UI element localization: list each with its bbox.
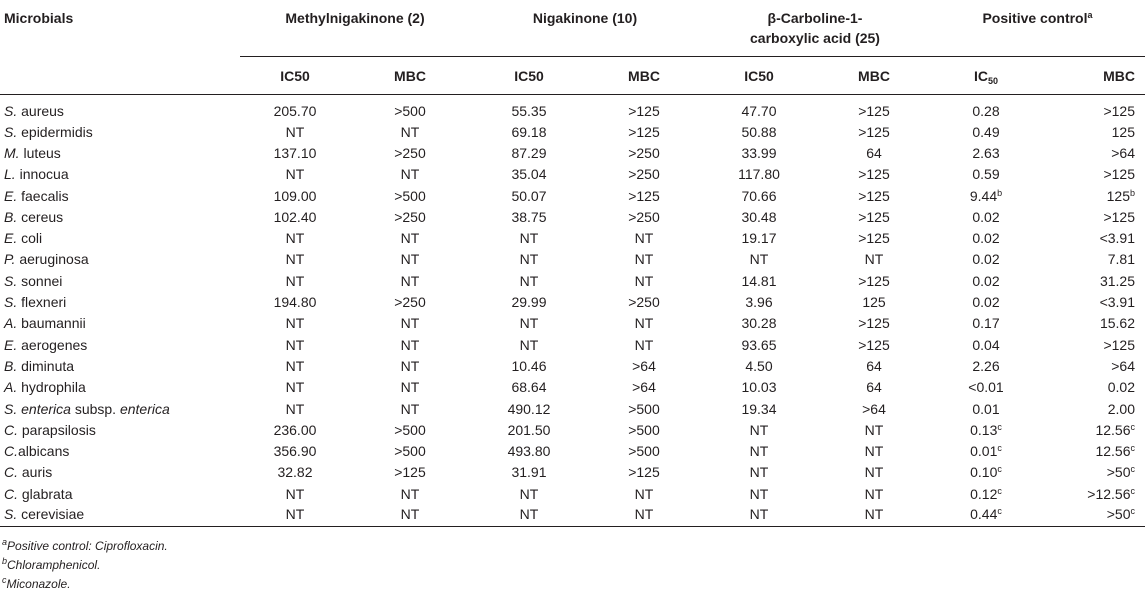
- ic50-cell: NT: [285, 400, 305, 417]
- mbc-cell: >64: [632, 379, 656, 396]
- footnote-marker: c: [1130, 485, 1135, 496]
- ic50-cell: NT: [519, 336, 539, 353]
- mbc-cell: >125: [1103, 103, 1135, 119]
- mbc-cell: $>50^c$: [1106, 464, 1135, 481]
- mbc-cell: >125: [858, 166, 890, 183]
- mbc-cell: NT: [400, 272, 420, 289]
- mbc-cell: >125: [858, 230, 890, 247]
- ic50-cell: 87.29: [511, 144, 547, 161]
- ic50-cell: 0.02: [972, 272, 1000, 289]
- mbc-cell: >125: [858, 208, 890, 225]
- ic50-cell: 0.04: [972, 336, 1000, 353]
- ic50-cell: 14.81: [741, 272, 777, 289]
- table-row: [0, 142, 1145, 163]
- microbial-name: S. enterica subsp. enterica: [4, 400, 170, 417]
- mbc-cell: NT: [864, 443, 884, 460]
- ic50-cell: 0.02: [972, 294, 1000, 311]
- table-row: [0, 121, 1145, 142]
- mbc-cell: >250: [628, 208, 660, 225]
- ic50-cell: NT: [519, 251, 539, 268]
- ic50-cell: NT: [519, 315, 539, 332]
- ic50-cell: NT: [285, 123, 305, 140]
- table-row: [0, 334, 1145, 355]
- mbc-cell: NT: [864, 421, 884, 438]
- mbc-cell: >125: [858, 272, 890, 289]
- mbc-cell: <3.91: [1099, 294, 1135, 311]
- column-header-mbc: MBC: [818, 57, 930, 95]
- microbial-name: E. aerogenes: [4, 336, 88, 353]
- ic50-cell: 0.44$^c$: [930, 504, 1042, 527]
- ic50-cell: NT: [285, 379, 305, 396]
- footnote-marker: b: [997, 187, 1003, 198]
- mbc-cell: >500: [628, 400, 660, 417]
- microbial-name: M. luteus: [4, 144, 61, 161]
- mbc-cell: >500: [394, 421, 426, 438]
- group-header-positive-control: [930, 0, 1145, 57]
- ic50-cell: 201.50: [507, 421, 551, 438]
- ic50-cell: 205.70: [273, 103, 317, 119]
- ic50-cell: 0.01$^c$: [970, 443, 1002, 460]
- ic50-cell: NT: [285, 251, 305, 268]
- mbc-cell: >64: [862, 400, 886, 417]
- mbc-cell: NT: [864, 485, 884, 502]
- mbc-cell: NT: [400, 485, 420, 502]
- ic50-cell: NT: [240, 504, 350, 527]
- mbc-cell: >12.56$^c$: [1087, 485, 1135, 502]
- table-row: [0, 504, 1145, 527]
- microbial-name: S. sonnei: [4, 272, 63, 289]
- mbc-cell: NT: [864, 464, 884, 481]
- mbc-cell: >125: [858, 123, 890, 140]
- ic50-cell: 19.17: [741, 230, 777, 247]
- ic50-cell: 38.75: [511, 208, 547, 225]
- group-title: Positive control: [982, 10, 1088, 26]
- footnote-marker: c: [1130, 421, 1135, 432]
- ic50-cell: NT: [285, 315, 305, 332]
- ic50-cell: NT: [749, 421, 769, 438]
- ic50-cell: NT: [519, 485, 539, 502]
- ic50-cell: 29.99: [511, 294, 547, 311]
- group-header-methylnigakinone: [240, 0, 470, 57]
- footnote-marker: c: [997, 506, 1002, 517]
- table-row: [0, 440, 1145, 461]
- column-header-ic50: IC50: [470, 57, 588, 95]
- footnote-marker: b: [1129, 187, 1135, 198]
- mbc-cell: >125: [858, 187, 890, 204]
- ic50-cell: 0.12$^c$: [970, 485, 1002, 502]
- table-row: [0, 95, 1145, 122]
- ic50-cell: NT: [470, 504, 588, 527]
- group-header-nigakinone: [470, 0, 700, 57]
- column-header-blank: [0, 57, 240, 95]
- ic50-cell: 3.96: [745, 294, 773, 311]
- column-header-ic50: IC50: [700, 57, 818, 95]
- ic50-cell: NT: [749, 464, 769, 481]
- table-row: [0, 185, 1145, 206]
- column-header-ic50: $IC_{50}$: [930, 57, 1042, 95]
- mbc-cell: 12.56$^c$: [1095, 421, 1135, 438]
- mbc-cell: NT: [400, 166, 420, 183]
- mbc-cell: >250: [394, 208, 426, 225]
- microbial-name: C. parapsilosis: [4, 421, 96, 438]
- ic50-cell: 102.40: [273, 208, 317, 225]
- table-row: [0, 270, 1145, 291]
- footnotes: [0, 537, 168, 594]
- mbc-cell: NT: [634, 485, 654, 502]
- ic50-cell: 70.66: [741, 187, 777, 204]
- mbc-cell: 64: [866, 357, 882, 374]
- ic50-cell: 50.88: [741, 123, 777, 140]
- group-title: Methylnigakinone (2): [285, 10, 425, 26]
- mbc-cell: NT: [400, 251, 420, 268]
- mbc-cell: NT: [400, 379, 420, 396]
- mbc-cell: >125: [628, 187, 660, 204]
- mbc-cell: >125: [628, 123, 660, 140]
- mbc-cell: 12.56$^c$: [1095, 443, 1135, 460]
- column-header-mbc: MBC: [1042, 57, 1145, 95]
- microbial-name: A. hydrophila: [4, 379, 86, 396]
- mbc-cell: >500: [394, 187, 426, 204]
- ic50-cell: 47.70: [741, 103, 777, 119]
- ic50-cell: 19.34: [741, 400, 777, 417]
- ic50-cell: 31.91: [511, 464, 547, 481]
- ic50-cell: 194.80: [273, 294, 317, 311]
- microbial-name: S. flexneri: [4, 294, 67, 311]
- footnote-marker: c: [1130, 506, 1135, 517]
- mbc-cell: NT: [634, 251, 654, 268]
- mbc-cell: 125$^b$: [1106, 187, 1135, 204]
- table-row: [0, 419, 1145, 440]
- footnote-marker: c: [997, 421, 1002, 432]
- table-row: [0, 291, 1145, 312]
- mbc-cell: >64: [632, 357, 656, 374]
- mbc-cell: >250: [394, 294, 426, 311]
- table-row: [0, 398, 1145, 419]
- mbc-cell: NT: [350, 504, 470, 527]
- microbial-name: E. faecalis: [4, 187, 69, 204]
- mbc-cell: NT: [634, 336, 654, 353]
- mbc-cell: 64: [866, 144, 882, 161]
- ic50-cell: 69.18: [511, 123, 547, 140]
- ic50-cell: 0.28: [972, 103, 1000, 119]
- mbc-cell: >250: [628, 166, 660, 183]
- ic50-cell: NT: [749, 443, 769, 460]
- mbc-cell: 15.62: [1099, 315, 1135, 332]
- footnote-marker: c: [997, 485, 1002, 496]
- mbc-cell: NT: [864, 251, 884, 268]
- mbc-cell: 125: [862, 294, 886, 311]
- ic50-cell: 32.82: [277, 464, 313, 481]
- mbc-cell: NT: [400, 357, 420, 374]
- ic50-cell: NT: [285, 336, 305, 353]
- ic50-cell: 0.17: [972, 315, 1000, 332]
- mbc-cell: NT: [400, 230, 420, 247]
- mbc-cell: NT: [634, 230, 654, 247]
- ic50-cell: NT: [519, 272, 539, 289]
- microbial-name: A. baumannii: [4, 315, 86, 332]
- mbc-cell: >125: [1103, 336, 1135, 353]
- column-header-mbc: MBC: [588, 57, 700, 95]
- ic50-cell: 10.46: [511, 357, 547, 374]
- ic50-cell: 0.59: [972, 166, 1000, 183]
- microbial-name: L. innocua: [4, 166, 69, 183]
- ic50-cell: 9.44$^b$: [969, 187, 1003, 204]
- microbial-name: S. epidermidis: [4, 123, 93, 140]
- ic50-cell: 109.00: [273, 187, 317, 204]
- mbc-cell: >125: [858, 103, 890, 119]
- ic50-cell: 35.04: [511, 166, 547, 183]
- ic50-cell: 0.02: [972, 230, 1000, 247]
- mbc-cell: <3.91: [1099, 230, 1135, 247]
- ic50-cell: NT: [285, 485, 305, 502]
- ic50-cell: NT: [285, 230, 305, 247]
- mbc-cell: >500: [628, 443, 660, 460]
- ic50-cell: 137.10: [273, 144, 317, 161]
- ic50-cell: 93.65: [741, 336, 777, 353]
- footnote-a: $^a$Positive control: Ciprofloxacin.: [2, 537, 168, 553]
- microbial-name: S. cerevisiae: [0, 504, 240, 527]
- mbc-cell: >125: [628, 464, 660, 481]
- header-row-groups: [0, 0, 1145, 57]
- ic50-cell: 4.50: [745, 357, 773, 374]
- mbc-cell: 0.02: [1107, 379, 1135, 396]
- microbial-name: C. auris: [4, 464, 53, 481]
- table-row: [0, 377, 1145, 398]
- ic50-cell: 50.07: [511, 187, 547, 204]
- ic50-cell: 33.99: [741, 144, 777, 161]
- microbial-name: S. aureus: [4, 103, 64, 119]
- ic50-cell: NT: [749, 251, 769, 268]
- ic50-cell: NT: [749, 485, 769, 502]
- mbc-cell: NT: [634, 315, 654, 332]
- footnote-b: $^b$Chloramphenicol.: [2, 556, 101, 572]
- ic50-cell: 55.35: [511, 103, 547, 119]
- column-header-microbials: Microbials: [4, 10, 74, 26]
- footnote-marker: a: [1087, 10, 1093, 20]
- ic50-cell: 117.80: [738, 166, 780, 183]
- ic50-cell: 2.26: [972, 357, 1000, 374]
- microbial-name: B. diminuta: [4, 357, 75, 374]
- table-row: [0, 206, 1145, 227]
- mbc-cell: >125: [1103, 166, 1135, 183]
- table-body: [0, 95, 1145, 527]
- mbc-cell: >500: [628, 421, 660, 438]
- ic50-cell: 68.64: [511, 379, 547, 396]
- microbial-name: C.albicans: [4, 443, 70, 460]
- microbial-name: E. coli: [4, 230, 43, 247]
- mbc-cell: >125: [394, 464, 426, 481]
- table-row: [0, 483, 1145, 504]
- ic50-cell: 356.90: [273, 443, 317, 460]
- mbc-cell: >64: [1111, 357, 1135, 374]
- footnote-marker: c: [1130, 464, 1135, 475]
- mbc-cell: >250: [628, 144, 660, 161]
- mbc-cell: >64: [1111, 144, 1135, 161]
- group-title-line2: carboxylic acid (25): [750, 30, 880, 46]
- column-header-mbc: MBC: [350, 57, 470, 95]
- mbc-cell: NT: [400, 336, 420, 353]
- mbc-cell: >125: [858, 315, 890, 332]
- table-row: [0, 164, 1145, 185]
- ic50-cell: NT: [519, 230, 539, 247]
- ic50-cell: 30.28: [741, 315, 777, 332]
- microbial-name: C. glabrata: [4, 485, 73, 502]
- mbc-cell: NT: [818, 504, 930, 527]
- table-row: [0, 227, 1145, 248]
- mbc-cell: NT: [400, 400, 420, 417]
- header-row-metrics: [0, 57, 1145, 95]
- ic50-cell: <0.01: [968, 379, 1004, 396]
- footnote-marker: c: [997, 464, 1002, 475]
- ic50-cell: 236.00: [273, 421, 317, 438]
- ic50-cell: 0.02: [972, 251, 1000, 268]
- mbc-cell: NT: [588, 504, 700, 527]
- ic50-cell: 0.02: [972, 208, 1000, 225]
- table-row: [0, 313, 1145, 334]
- ic50-cell: NT: [700, 504, 818, 527]
- footnote-c: $^c$Miconazole.: [2, 575, 71, 591]
- ic50-cell: 490.12: [507, 400, 551, 417]
- mbc-cell: 125: [1111, 123, 1135, 140]
- table-row: [0, 355, 1145, 376]
- mbc-cell: >500: [394, 443, 426, 460]
- column-header-ic50: IC50: [240, 57, 350, 95]
- table-row: [0, 249, 1145, 270]
- mbc-cell: $>50^c$: [1042, 504, 1145, 527]
- mbc-cell: 7.81: [1107, 251, 1135, 268]
- mbc-cell: >125: [858, 336, 890, 353]
- ic50-cell: NT: [285, 166, 305, 183]
- microbial-name: P. aeruginosa: [4, 251, 89, 268]
- mbc-cell: >125: [1103, 208, 1135, 225]
- microbial-name: B. cereus: [4, 208, 64, 225]
- table-row: [0, 462, 1145, 483]
- mbc-cell: >125: [628, 103, 660, 119]
- ic50-cell: 0.01: [972, 400, 1000, 417]
- mbc-cell: 31.25: [1099, 272, 1135, 289]
- mbc-cell: NT: [400, 315, 420, 332]
- mbc-cell: 64: [866, 379, 882, 396]
- ic50-cell: 10.03: [741, 379, 777, 396]
- ic50-cell: NT: [285, 357, 305, 374]
- ic50-cell: 30.48: [741, 208, 777, 225]
- ic50-cell: NT: [285, 272, 305, 289]
- ic50-cell: 0.49: [972, 123, 1000, 140]
- footnote-marker: c: [997, 443, 1002, 454]
- group-title: Nigakinone (10): [532, 10, 638, 26]
- mbc-cell: 2.00: [1107, 400, 1135, 417]
- group-header-carboline: [700, 0, 930, 57]
- mbc-cell: >500: [394, 103, 426, 119]
- mbc-cell: >250: [394, 144, 426, 161]
- group-title-line1: β-Carboline-1-: [767, 10, 863, 26]
- ic50-cell: 2.63: [972, 144, 1000, 161]
- mbc-cell: >250: [628, 294, 660, 311]
- mbc-cell: NT: [634, 272, 654, 289]
- ic50-cell: 0.10$^c$: [970, 464, 1002, 481]
- ic50-cell: 493.80: [507, 443, 551, 460]
- mbc-cell: NT: [400, 123, 420, 140]
- footnote-marker: c: [1130, 443, 1135, 454]
- ic50-cell: 0.13$^c$: [970, 421, 1002, 438]
